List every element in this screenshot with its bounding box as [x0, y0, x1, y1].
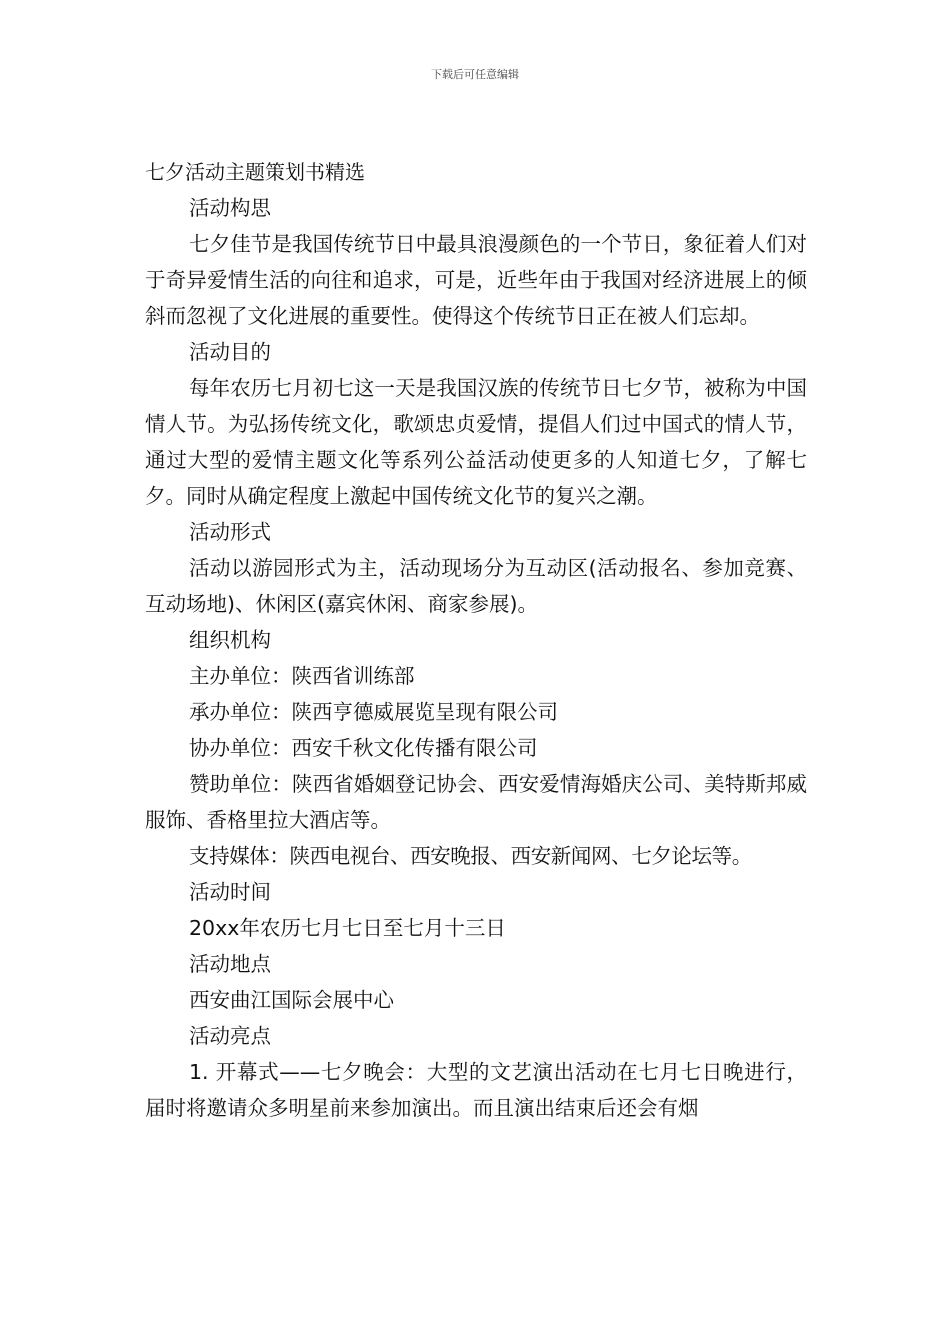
heading-format: 活动形式: [189, 520, 271, 544]
document-body: [145, 154, 807, 1126]
event-location: 西安曲江国际会展中心: [189, 988, 394, 1012]
heading-time: 活动时间: [189, 880, 271, 904]
paragraph-format: 活动以游园形式为主，活动现场分为互动区(活动报名、参加竞赛、互动场地)、休闲区(嘉宾休闲、商家参展)。: [145, 556, 807, 616]
highlight-item-1: 1. 开幕式——七夕晚会：大型的文艺演出活动在七月七日晚进行，届时将邀请众多明星前来参加演出。而且演出结束后还会有烟: [145, 1060, 807, 1120]
sponsor-line: 赞助单位：陕西省婚姻登记协会、西安爱情海婚庆公司、美特斯邦威服饰、香格里拉大酒店等。: [145, 772, 807, 832]
page-header-note: 下载后可任意编辑: [431, 68, 519, 81]
heading-organization: 组织机构: [189, 628, 271, 652]
co-organizer-line: 协办单位：西安千秋文化传播有限公司: [189, 736, 538, 760]
undertaker-line: 承办单位：陕西亨德威展览呈现有限公司: [189, 700, 558, 724]
paragraph-purpose: 每年农历七月初七这一天是我国汉族的传统节日七夕节，被称为中国情人节。为弘扬传统文化，歌颂忠贞爱情，提倡人们过中国式的情人节，通过大型的爱情主题文化等系列公益活动使更多的人知道七夕，了解七夕。同时从确定程度上激起中国传统文化节的复兴之潮。: [145, 376, 807, 508]
heading-highlights: 活动亮点: [189, 1024, 271, 1048]
heading-purpose: 活动目的: [189, 340, 271, 364]
organizer-line: 主办单位：陕西省训练部: [189, 664, 415, 688]
document-title: 七夕活动主题策划书精选: [145, 160, 365, 184]
media-line: 支持媒体：陕西电视台、西安晚报、西安新闻网、七夕论坛等。: [189, 844, 752, 868]
event-date: 20xx年农历七月七日至七月十三日: [189, 916, 506, 940]
heading-location: 活动地点: [189, 952, 271, 976]
paragraph-concept: 七夕佳节是我国传统节日中最具浪漫颜色的一个节日，象征着人们对于奇异爱情生活的向往和追求，可是，近些年由于我国对经济进展上的倾斜而忽视了文化进展的重要性。使得这个传统节日正在被人们忘却。: [145, 232, 807, 328]
heading-concept: 活动构思: [189, 196, 271, 220]
